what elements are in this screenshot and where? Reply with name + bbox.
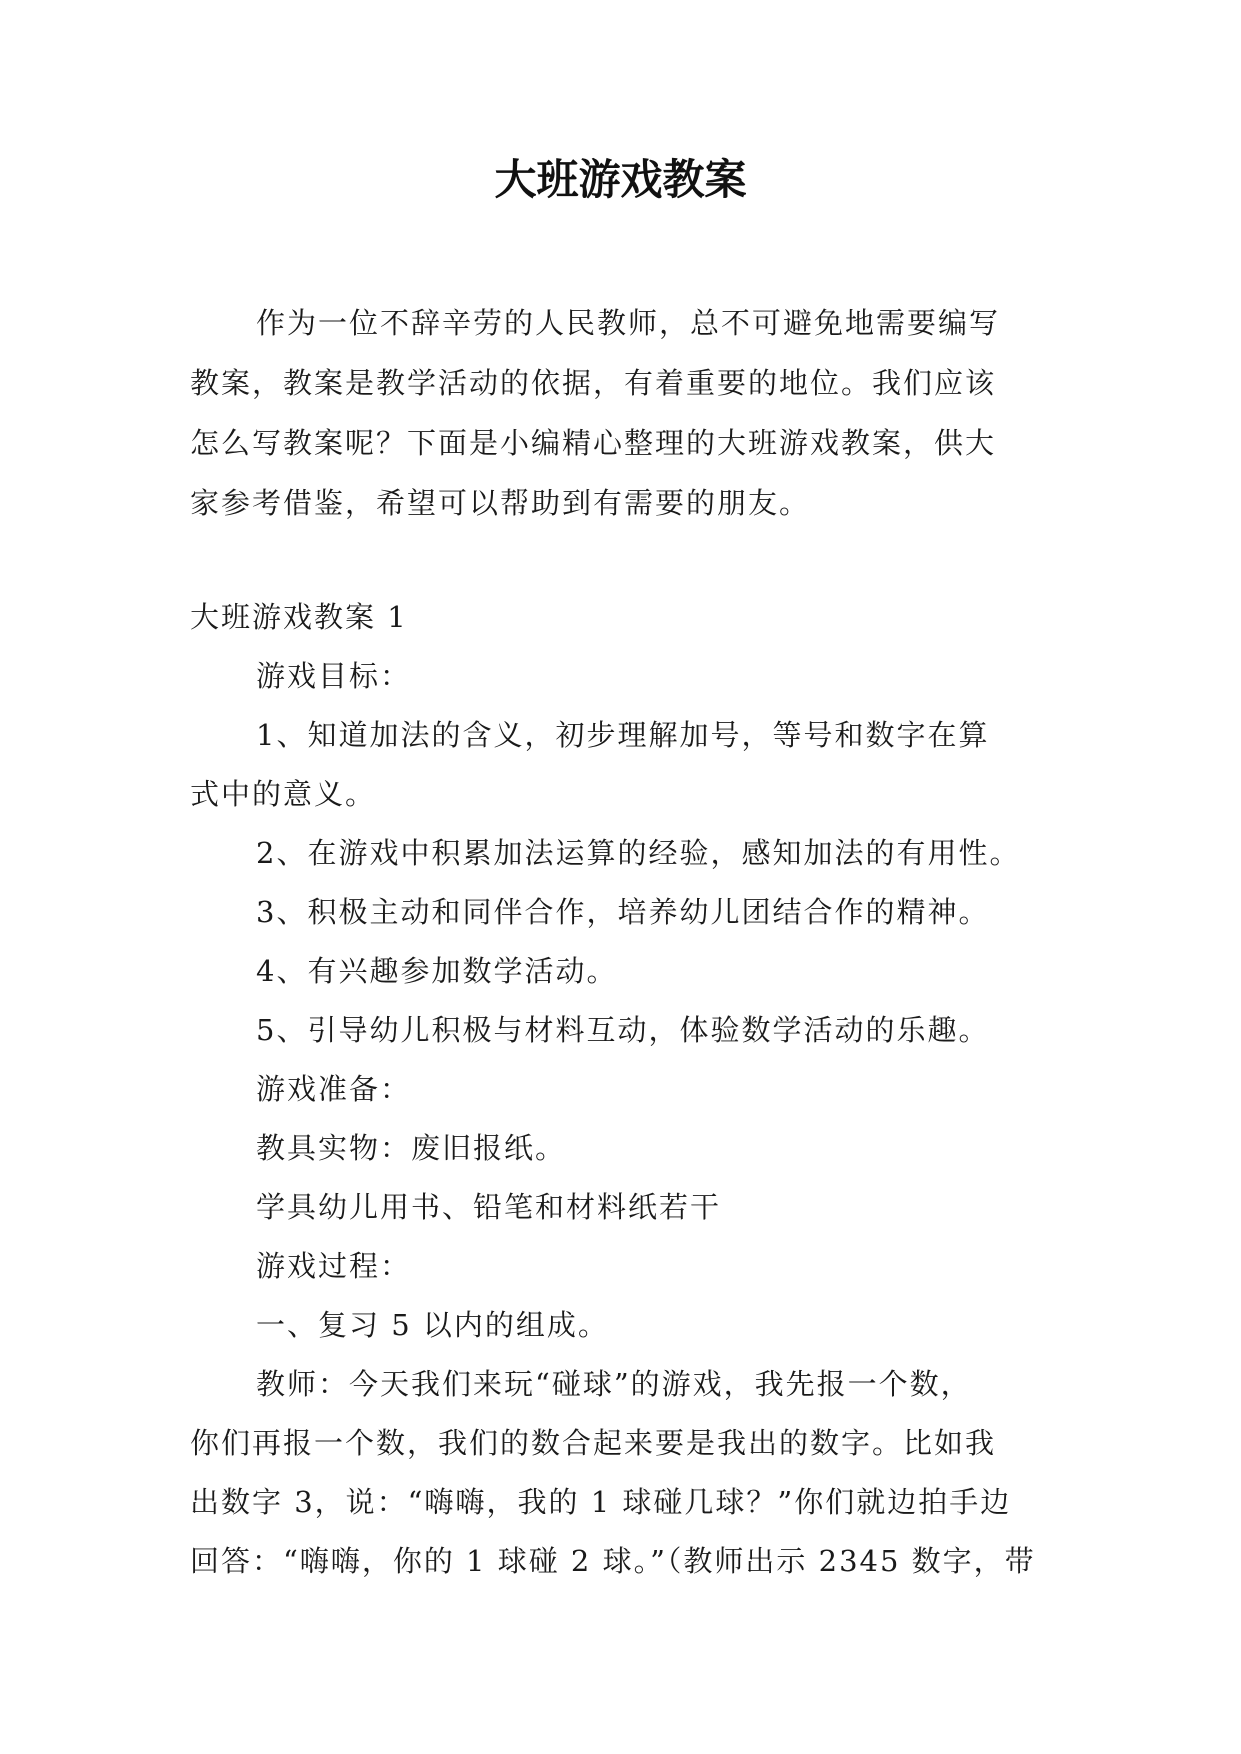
intro-line: 作为一位不辞辛劳的人民教师，总不可避免地需要编写: [256, 306, 1001, 340]
section-heading: 大班游戏教案 1: [190, 600, 408, 634]
body-line: 一、复习 5 以内的组成。: [256, 1308, 609, 1342]
body-line: 出数字 3，说：“嗨嗨，我的 1 球碰几球？”你们就边拍手边: [190, 1485, 1012, 1519]
document-body: [190, 293, 1070, 1591]
body-line: 教具实物：废旧报纸。: [256, 1131, 567, 1165]
body-line: 5、引导幼儿积极与材料互动，体验数学活动的乐趣。: [256, 1013, 990, 1047]
body-line: 回答：“嗨嗨，你的 1 球碰 2 球。”（教师出示 2345 数字，带: [190, 1544, 1036, 1578]
body-line: 游戏目标：: [256, 659, 412, 693]
body-line: 1、知道加法的含义，初步理解加号，等号和数字在算: [256, 718, 990, 752]
body-line: 游戏过程：: [256, 1249, 412, 1283]
intro-line: 教案，教案是教学活动的依据，有着重要的地位。我们应该: [190, 366, 997, 400]
body-line: 式中的意义。: [190, 777, 377, 811]
body-line: 教师：今天我们来玩“碰球”的游戏，我先报一个数，: [256, 1367, 972, 1401]
body-line: 你们再报一个数，我们的数合起来要是我出的数字。比如我: [190, 1426, 997, 1460]
paragraph-spacer: [190, 533, 1070, 587]
document-title: 大班游戏教案: [494, 155, 747, 204]
body-line: 游戏准备：: [256, 1072, 412, 1106]
body-line: 学具幼儿用书、铅笔和材料纸若干: [256, 1190, 722, 1224]
body-line: 2、在游戏中积累加法运算的经验，感知加法的有用性。: [256, 836, 1021, 870]
body-line: 3、积极主动和同伴合作，培养幼儿团结合作的精神。: [256, 895, 990, 929]
body-line: 4、有兴趣参加数学活动。: [256, 954, 618, 988]
intro-line: 家参考借鉴，希望可以帮助到有需要的朋友。: [190, 486, 811, 520]
intro-line: 怎么写教案呢？下面是小编精心整理的大班游戏教案，供大: [190, 426, 997, 460]
